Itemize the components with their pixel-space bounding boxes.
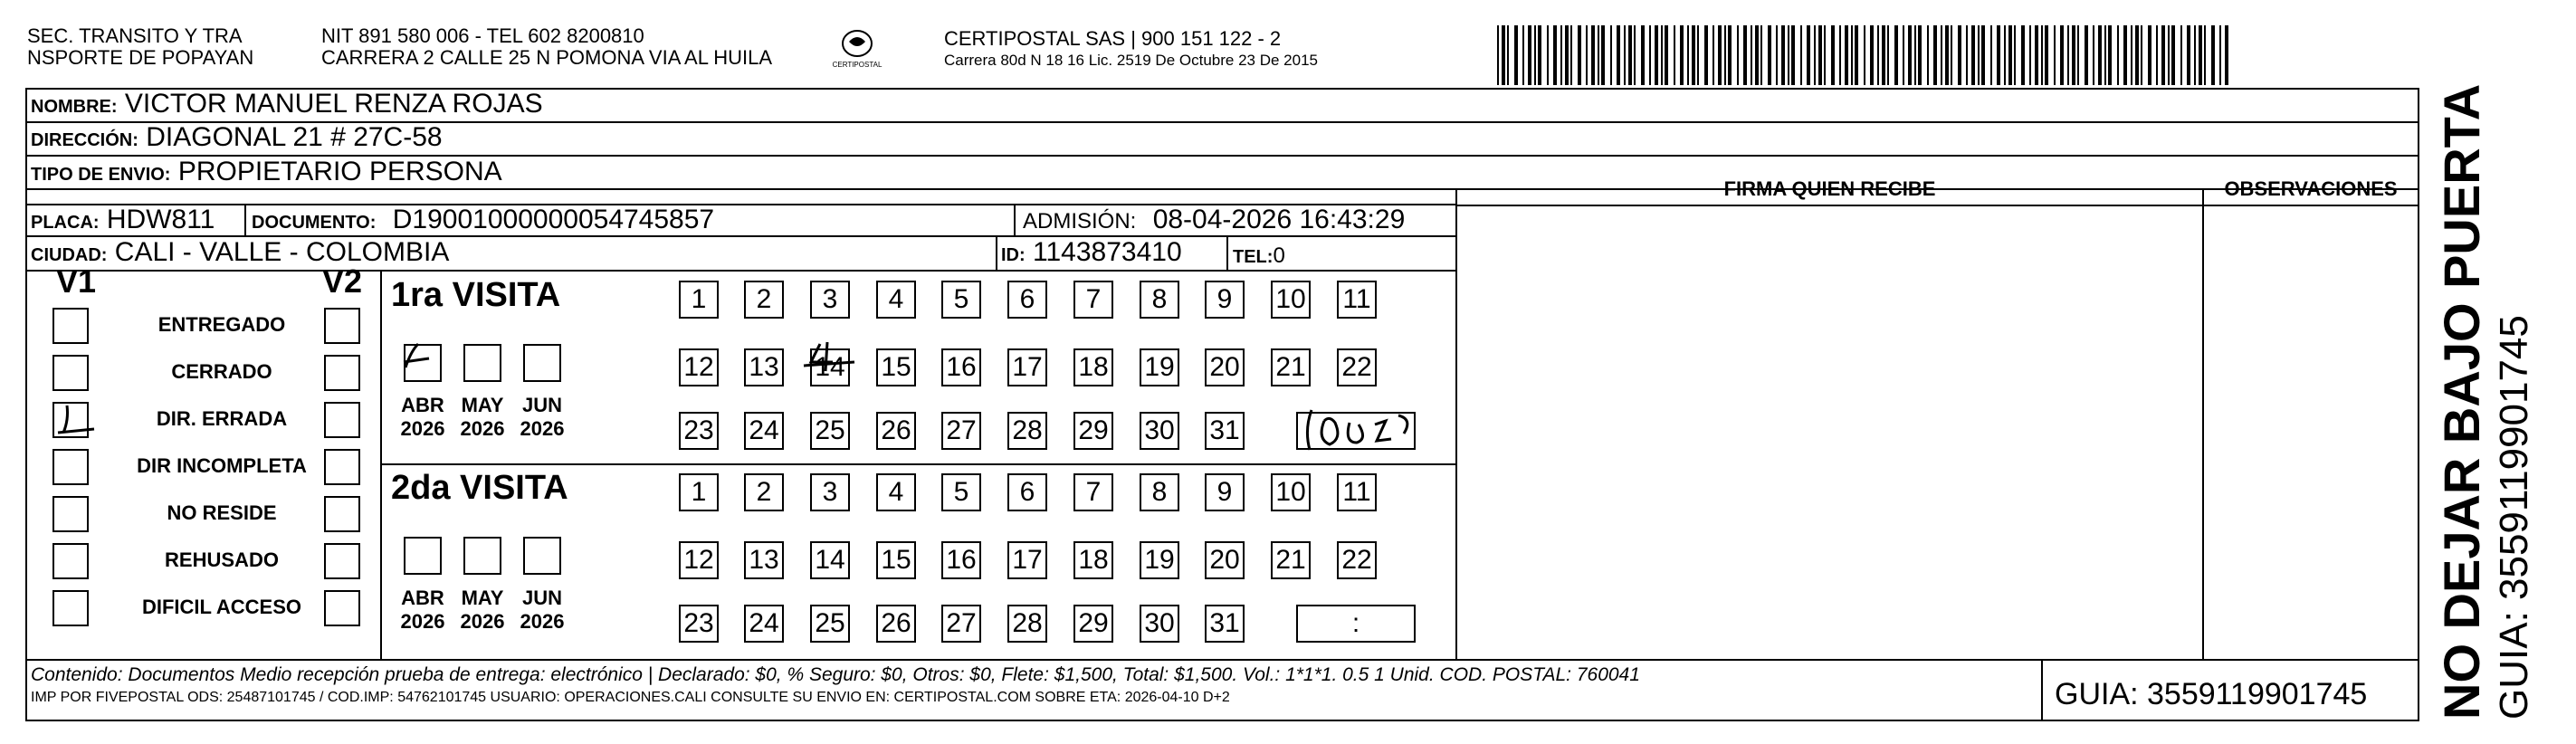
barcode-bar bbox=[2067, 25, 2069, 85]
day-box[interactable]: 5 bbox=[941, 473, 981, 511]
month-checkbox[interactable] bbox=[463, 537, 501, 575]
barcode-bar bbox=[2187, 25, 2190, 85]
barcode-bar bbox=[2204, 25, 2206, 85]
day-box[interactable]: 22 bbox=[1337, 348, 1377, 386]
month-name: ABR bbox=[401, 394, 444, 416]
nombre-value: VICTOR MANUEL RENZA ROJAS bbox=[124, 89, 543, 119]
barcode-bar bbox=[1882, 25, 1885, 85]
ciudad-value: CALI - VALLE - COLOMBIA bbox=[114, 237, 450, 267]
barcode-bar bbox=[1598, 25, 1599, 85]
barcode-bar bbox=[2108, 25, 2112, 85]
barcode-bar bbox=[1981, 25, 1985, 85]
barcode-bar bbox=[2035, 25, 2038, 85]
cell-divider bbox=[1226, 235, 1228, 270]
barcode-bar bbox=[1502, 25, 1505, 85]
tel-label: TEL: bbox=[1233, 247, 1274, 267]
day-box[interactable]: 17 bbox=[1007, 348, 1047, 386]
barcode-bar bbox=[2021, 25, 2025, 85]
ciudad-label: CIUDAD: bbox=[31, 245, 108, 265]
barcode-bar bbox=[2077, 25, 2079, 85]
day-box[interactable]: 9 bbox=[1205, 473, 1245, 511]
day-box[interactable]: 15 bbox=[876, 541, 916, 579]
day-box[interactable]: 2 bbox=[744, 281, 784, 319]
obs-column-divider bbox=[2202, 188, 2204, 659]
barcode-bar bbox=[2225, 25, 2228, 85]
carrier-line-2: Carrera 80d N 18 16 Lic. 2519 De Octubre 23 De 2015 bbox=[944, 52, 1318, 69]
barcode-bar bbox=[1591, 25, 1595, 85]
day-box[interactable]: 12 bbox=[679, 541, 719, 579]
barcode-bar bbox=[1578, 25, 1581, 85]
v1-checkbox[interactable] bbox=[52, 590, 89, 626]
barcode-bar bbox=[2123, 25, 2127, 85]
barcode-bar bbox=[1918, 25, 1922, 85]
day-box[interactable]: 19 bbox=[1140, 348, 1179, 386]
barcode-bar bbox=[1528, 25, 1531, 85]
day-box[interactable]: 13 bbox=[744, 348, 784, 386]
sender-info bbox=[321, 25, 772, 69]
barcode-bar bbox=[1704, 25, 1708, 85]
sender-line-1: SEC. TRANSITO Y TRA bbox=[27, 24, 243, 47]
month-year: 2026 bbox=[400, 417, 445, 440]
barcode-bar bbox=[2194, 25, 2196, 85]
barcode-bar bbox=[1776, 25, 1778, 85]
barcode-bar bbox=[2014, 25, 2016, 85]
barcode-bar bbox=[2180, 25, 2182, 85]
barcode-bar bbox=[1687, 25, 1689, 85]
time-box[interactable]: : bbox=[1296, 605, 1416, 643]
svg-text:CERTIPOSTAL: CERTIPOSTAL bbox=[832, 61, 883, 69]
id-value: 1143873410 bbox=[1033, 237, 1182, 267]
tipo-label: TIPO DE ENVIO: bbox=[31, 165, 171, 185]
day-box[interactable]: 29 bbox=[1073, 412, 1113, 450]
barcode-bar bbox=[2029, 25, 2031, 85]
barcode-bar bbox=[1674, 25, 1675, 85]
admision-value: 08-04-2026 16:43:29 bbox=[1152, 205, 1406, 234]
status-label: DIR INCOMPLETA bbox=[137, 454, 307, 477]
status-label: DIR. ERRADA bbox=[156, 407, 288, 430]
month-name: JUN bbox=[521, 587, 562, 609]
barcode-bar bbox=[2156, 25, 2158, 85]
month-label bbox=[391, 394, 454, 441]
footer-divider bbox=[25, 659, 2419, 661]
barcode-bar bbox=[1818, 25, 1822, 85]
day-box[interactable]: 16 bbox=[941, 541, 981, 579]
barcode-bar bbox=[1908, 25, 1912, 85]
barcode bbox=[1493, 25, 2234, 85]
barcode-bar bbox=[1655, 25, 1658, 85]
barcode-bar bbox=[2161, 25, 2165, 85]
day-box[interactable]: 27 bbox=[941, 412, 981, 450]
barcode-bar bbox=[2211, 25, 2215, 85]
v2-checkbox[interactable] bbox=[324, 590, 360, 626]
barcode-bar bbox=[1743, 25, 1747, 85]
day-box[interactable]: 16 bbox=[941, 348, 981, 386]
barcode-bar bbox=[1538, 25, 1541, 85]
barcode-bar bbox=[1781, 25, 1785, 85]
side-guia: GUIA: 3559119901745 bbox=[2492, 315, 2536, 720]
day-box[interactable]: 8 bbox=[1140, 473, 1179, 511]
barcode-bar bbox=[1958, 25, 1961, 85]
v1-label: V1 bbox=[56, 262, 97, 300]
barcode-bar bbox=[2171, 25, 2175, 85]
sender-line-2: NSPORTE DE POPAYAN bbox=[27, 46, 254, 69]
admision-label: ADMISIÓN: bbox=[1023, 209, 1137, 234]
day-box[interactable]: 31 bbox=[1205, 605, 1245, 643]
barcode-bar bbox=[1887, 25, 1889, 85]
day-box[interactable]: 15 bbox=[876, 348, 916, 386]
barcode-bar bbox=[1894, 25, 1898, 85]
v2-checkbox[interactable] bbox=[324, 449, 360, 485]
barcode-bar bbox=[1634, 25, 1636, 85]
day-box[interactable]: 22 bbox=[1337, 541, 1377, 579]
barcode-bar bbox=[1824, 25, 1826, 85]
day-box[interactable]: 7 bbox=[1073, 281, 1113, 319]
day-box[interactable]: 11 bbox=[1337, 473, 1377, 511]
barcode-bar bbox=[1914, 25, 1916, 85]
second-visit-title: 2da VISITA bbox=[391, 469, 568, 507]
documento-value: D19001000000054745857 bbox=[392, 205, 715, 234]
day-box[interactable]: 8 bbox=[1140, 281, 1179, 319]
day-box[interactable]: 3 bbox=[810, 473, 850, 511]
barcode-bar bbox=[1945, 25, 1949, 85]
month-label bbox=[451, 394, 514, 441]
day-box[interactable]: 14 bbox=[810, 541, 850, 579]
barcode-bar bbox=[1751, 25, 1752, 85]
v1-checkbox[interactable] bbox=[52, 449, 89, 485]
month-year: 2026 bbox=[460, 417, 505, 440]
v2-checkbox[interactable] bbox=[324, 402, 360, 438]
month-name: ABR bbox=[401, 587, 444, 609]
barcode-bar bbox=[1877, 25, 1879, 85]
handwritten-time-icon bbox=[1299, 403, 1417, 457]
v2-checkbox[interactable] bbox=[324, 308, 360, 344]
barcode-bar bbox=[1845, 25, 1848, 85]
month-label bbox=[451, 587, 514, 634]
barcode-bar bbox=[2104, 25, 2106, 85]
day-box[interactable]: 27 bbox=[941, 605, 981, 643]
sender-name bbox=[27, 25, 253, 69]
barcode-bar bbox=[2199, 25, 2202, 85]
day-box[interactable]: 30 bbox=[1140, 412, 1179, 450]
barcode-bar bbox=[1522, 25, 1524, 85]
barcode-bar bbox=[1534, 25, 1536, 85]
barcode-bar bbox=[1851, 25, 1853, 85]
barcode-bar bbox=[2085, 25, 2088, 85]
barcode-bar bbox=[1839, 25, 1841, 85]
direccion-value: DIAGONAL 21 # 27C-58 bbox=[146, 122, 443, 152]
id-label: ID: bbox=[1001, 245, 1026, 265]
barcode-bar bbox=[1768, 25, 1771, 85]
barcode-bar bbox=[2008, 25, 2012, 85]
day-box[interactable]: 28 bbox=[1007, 412, 1047, 450]
barcode-bar bbox=[1814, 25, 1816, 85]
cell-divider bbox=[996, 235, 997, 270]
day-box[interactable]: 30 bbox=[1140, 605, 1179, 643]
carrier-line-1: CERTIPOSTAL SAS | 900 151 122 - 2 bbox=[944, 27, 1282, 50]
month-checkbox[interactable] bbox=[404, 537, 442, 575]
barcode-bar bbox=[1990, 25, 1992, 85]
placa-value: HDW811 bbox=[106, 205, 215, 234]
v1-checkbox[interactable] bbox=[52, 308, 89, 344]
barcode-bar bbox=[1755, 25, 1759, 85]
address-line: CARRERA 2 CALLE 25 N POMONA VIA AL HUILA bbox=[321, 46, 773, 69]
day-box[interactable]: 10 bbox=[1271, 473, 1311, 511]
day-box[interactable]: 26 bbox=[876, 412, 916, 450]
day-box[interactable]: 14 bbox=[810, 348, 850, 386]
barcode-bar bbox=[1610, 25, 1612, 85]
barcode-bar bbox=[1800, 25, 1802, 85]
barcode-bar bbox=[1927, 25, 1929, 85]
month-name: MAY bbox=[461, 394, 504, 416]
day-box[interactable]: 2 bbox=[744, 473, 784, 511]
day-box[interactable]: 17 bbox=[1007, 541, 1047, 579]
barcode-bar bbox=[2141, 25, 2142, 85]
nombre-row bbox=[31, 89, 543, 122]
status-label: DIFICIL ACCESO bbox=[141, 596, 301, 618]
barcode-bar bbox=[1807, 25, 1810, 85]
barcode-bar bbox=[2131, 25, 2132, 85]
tel-value: 0 bbox=[1273, 243, 1285, 268]
barcode-bar bbox=[1665, 25, 1668, 85]
barcode-bar bbox=[1971, 25, 1975, 85]
month-name: MAY bbox=[461, 587, 504, 609]
day-box[interactable]: 5 bbox=[941, 281, 981, 319]
barcode-bar bbox=[2072, 25, 2075, 85]
direccion-label: DIRECCIÓN: bbox=[31, 130, 138, 150]
barcode-bar bbox=[1713, 25, 1714, 85]
tipo-value: PROPIETARIO PERSONA bbox=[177, 157, 502, 186]
month-year: 2026 bbox=[520, 610, 565, 633]
day-box[interactable]: 19 bbox=[1140, 541, 1179, 579]
barcode-bar bbox=[1661, 25, 1663, 85]
month-year: 2026 bbox=[460, 610, 505, 633]
day-box[interactable]: 12 bbox=[679, 348, 719, 386]
barcode-bar bbox=[1870, 25, 1874, 85]
cell-divider bbox=[244, 204, 246, 235]
barcode-bar bbox=[2135, 25, 2139, 85]
barcode-bar bbox=[1831, 25, 1835, 85]
barcode-bar bbox=[2117, 25, 2119, 85]
day-box[interactable]: 20 bbox=[1205, 348, 1245, 386]
barcode-bar bbox=[2004, 25, 2006, 85]
column-header-divider bbox=[1455, 205, 2419, 206]
day-box[interactable]: 7 bbox=[1073, 473, 1113, 511]
day-box[interactable]: 1 bbox=[679, 473, 719, 511]
barcode-bar bbox=[1601, 25, 1605, 85]
day-box[interactable]: 31 bbox=[1205, 412, 1245, 450]
barcode-bar bbox=[2041, 25, 2043, 85]
barcode-bar bbox=[1760, 25, 1762, 85]
handwritten-check-icon bbox=[52, 398, 98, 442]
status-label: ENTREGADO bbox=[157, 313, 286, 336]
month-label bbox=[391, 587, 454, 634]
carrier-info bbox=[944, 27, 1318, 71]
barcode-bar bbox=[1553, 25, 1557, 85]
barcode-bar bbox=[2054, 25, 2056, 85]
placa-label: PLACA: bbox=[31, 213, 100, 233]
footer-print-line: IMP POR FIVEPOSTAL ODS: 25487101745 / COD.IMP: 54762101745 USUARIO: OPERACIONES.CALI CONSULTE SU ENVIO EN: CERTIPOSTAL.COM SOBRE ETA: 2026-04-10 D+2 bbox=[31, 690, 1230, 705]
barcode-bar bbox=[1497, 25, 1499, 85]
v2-checkbox[interactable] bbox=[324, 496, 360, 532]
barcode-bar bbox=[1997, 25, 2000, 85]
barcode-bar bbox=[1692, 25, 1695, 85]
barcode-bar bbox=[1680, 25, 1684, 85]
nit-line: NIT 891 580 006 - TEL 602 8200810 bbox=[321, 24, 644, 47]
day-box[interactable]: 25 bbox=[810, 605, 850, 643]
day-box[interactable]: 26 bbox=[876, 605, 916, 643]
barcode-bar bbox=[1724, 25, 1726, 85]
barcode-icon bbox=[1493, 25, 2234, 85]
day-box[interactable]: 4 bbox=[876, 281, 916, 319]
day-box[interactable]: 24 bbox=[744, 605, 784, 643]
barcode-bar bbox=[1547, 25, 1549, 85]
month-checkbox[interactable] bbox=[463, 344, 501, 382]
barcode-bar bbox=[1978, 25, 1980, 85]
day-box[interactable]: 24 bbox=[744, 412, 784, 450]
day-box[interactable]: 6 bbox=[1007, 473, 1047, 511]
day-box[interactable]: 10 bbox=[1271, 281, 1311, 319]
documento-label: DOCUMENTO: bbox=[252, 213, 377, 233]
v2-label: V2 bbox=[322, 262, 363, 300]
barcode-bar bbox=[1718, 25, 1722, 85]
barcode-bar bbox=[1565, 25, 1569, 85]
first-visit-title: 1ra VISITA bbox=[391, 276, 561, 314]
barcode-bar bbox=[1649, 25, 1651, 85]
day-box[interactable]: 29 bbox=[1073, 605, 1113, 643]
barcode-bar bbox=[1855, 25, 1858, 85]
barcode-bar bbox=[1624, 25, 1626, 85]
barcode-bar bbox=[1641, 25, 1645, 85]
day-box[interactable]: 25 bbox=[810, 412, 850, 450]
handwritten-check-icon bbox=[398, 335, 440, 377]
certipostal-logo bbox=[825, 25, 889, 71]
barcode-bar bbox=[1560, 25, 1562, 85]
day-box[interactable]: 23 bbox=[679, 605, 719, 643]
firma-header: FIRMA QUIEN RECIBE bbox=[1723, 177, 1936, 200]
day-box[interactable]: 18 bbox=[1073, 348, 1113, 386]
barcode-bar bbox=[1628, 25, 1632, 85]
cell-divider bbox=[1014, 204, 1016, 235]
barcode-bar bbox=[1864, 25, 1865, 85]
placa-cell bbox=[31, 205, 215, 238]
barcode-bar bbox=[2148, 25, 2151, 85]
barcode-bar bbox=[1514, 25, 1518, 85]
side-warning: NO DEJAR BAJO PUERTA bbox=[2433, 83, 2490, 720]
direccion-row bbox=[31, 122, 443, 156]
day-box[interactable]: 28 bbox=[1007, 605, 1047, 643]
barcode-bar bbox=[1951, 25, 1952, 85]
month-name: JUN bbox=[521, 394, 562, 416]
v1-checkbox[interactable] bbox=[52, 496, 89, 532]
barcode-bar bbox=[1507, 25, 1509, 85]
day-box[interactable]: 20 bbox=[1205, 541, 1245, 579]
footer-divider bbox=[2041, 659, 2043, 721]
day-box[interactable]: 11 bbox=[1337, 281, 1377, 319]
barcode-bar bbox=[1617, 25, 1620, 85]
month-label bbox=[510, 587, 574, 634]
v2-checkbox[interactable] bbox=[324, 355, 360, 391]
day-box[interactable]: 3 bbox=[810, 281, 850, 319]
status-label: CERRADO bbox=[171, 360, 272, 383]
month-year: 2026 bbox=[520, 417, 565, 440]
barcode-bar bbox=[1570, 25, 1572, 85]
barcode-bar bbox=[2045, 25, 2048, 85]
v2-checkbox[interactable] bbox=[324, 543, 360, 579]
documento-cell bbox=[252, 205, 714, 238]
month-label bbox=[510, 394, 574, 441]
barcode-bar bbox=[2060, 25, 2064, 85]
month-checkbox[interactable] bbox=[523, 344, 561, 382]
tipo-row bbox=[31, 157, 502, 190]
month-year: 2026 bbox=[400, 610, 445, 633]
firma-column-divider bbox=[1455, 188, 1457, 659]
day-box[interactable]: 6 bbox=[1007, 281, 1047, 319]
barcode-bar bbox=[1941, 25, 1942, 85]
barcode-bar bbox=[2168, 25, 2170, 85]
day-box[interactable]: 21 bbox=[1271, 541, 1311, 579]
day-box[interactable]: 4 bbox=[876, 473, 916, 511]
handwritten-mark-icon bbox=[802, 335, 856, 377]
barcode-bar bbox=[1933, 25, 1937, 85]
barcode-bar bbox=[1791, 25, 1795, 85]
tel-cell bbox=[1233, 241, 1285, 272]
barcode-bar bbox=[2093, 25, 2094, 85]
barcode-bar bbox=[1737, 25, 1739, 85]
nombre-label: NOMBRE: bbox=[31, 97, 118, 117]
v1-checkbox[interactable] bbox=[52, 355, 89, 391]
barcode-bar bbox=[1697, 25, 1699, 85]
status-label: REHUSADO bbox=[165, 548, 279, 571]
day-box[interactable]: 1 bbox=[679, 281, 719, 319]
visit-divider bbox=[380, 463, 1455, 465]
v1-checkbox[interactable] bbox=[52, 543, 89, 579]
day-box[interactable]: 18 bbox=[1073, 541, 1113, 579]
barcode-bar bbox=[1586, 25, 1588, 85]
status-label: NO RESIDE bbox=[167, 501, 277, 524]
barcode-bar bbox=[2219, 25, 2221, 85]
day-box[interactable]: 23 bbox=[679, 412, 719, 450]
barcode-bar bbox=[1788, 25, 1789, 85]
day-box[interactable]: 13 bbox=[744, 541, 784, 579]
admision-cell bbox=[1023, 205, 1405, 237]
footer-content-line: Contenido: Documentos Medio recepción prueba de entrega: electrónico | Declarado: $0, % Seguro: $0, Otros: $0, Flete: $1,500, Total: $1,500. Vol.: 1*1*1. 0.5 1 Unid. COD. POSTAL: 760041 bbox=[31, 664, 1640, 685]
observaciones-header: OBSERVACIONES bbox=[2224, 177, 2398, 200]
month-checkbox[interactable] bbox=[523, 537, 561, 575]
barcode-bar bbox=[1728, 25, 1732, 85]
barcode-bar bbox=[2098, 25, 2102, 85]
footer-guia: GUIA: 3559119901745 bbox=[2055, 677, 2368, 711]
barcode-bar bbox=[1966, 25, 1968, 85]
day-box[interactable]: 9 bbox=[1205, 281, 1245, 319]
id-cell bbox=[1001, 237, 1182, 271]
day-box[interactable]: 21 bbox=[1271, 348, 1311, 386]
logo-icon bbox=[825, 25, 889, 71]
barcode-bar bbox=[1903, 25, 1904, 85]
